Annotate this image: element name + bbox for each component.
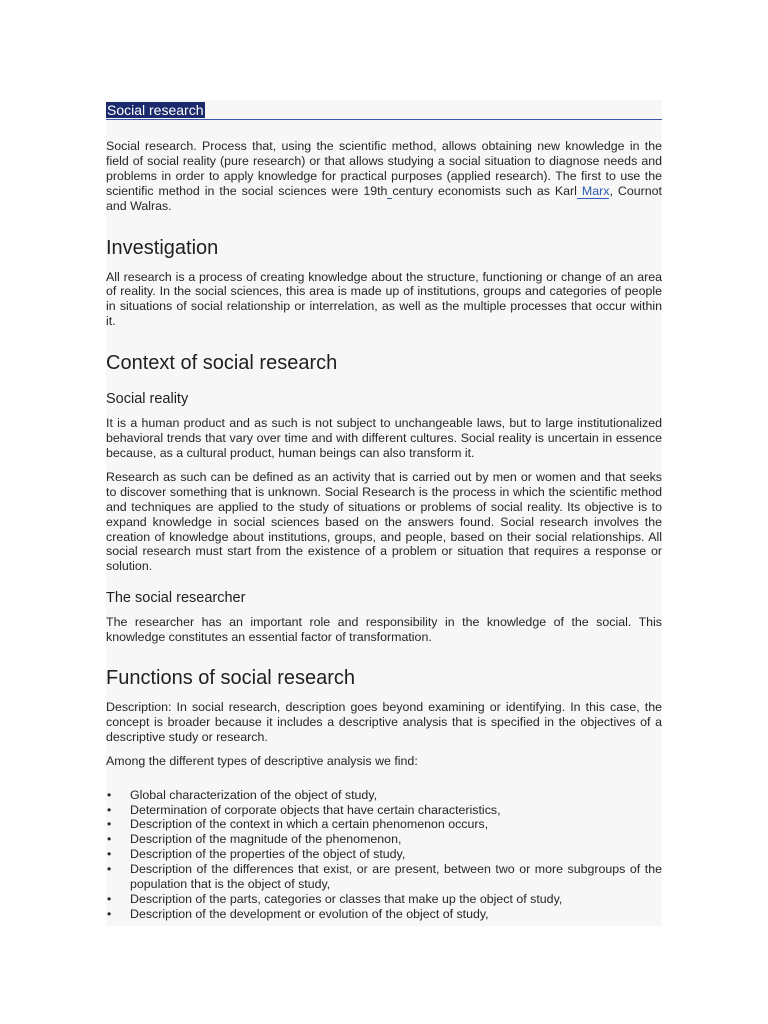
heading-functions: Functions of social research (106, 667, 356, 690)
intro-mid-text: century economists such as Karl (392, 183, 577, 198)
document-title[interactable]: Social research (107, 102, 204, 118)
list-item: • Description of the magnitude of the phenomenon, (106, 832, 662, 847)
document-title-bar (106, 100, 662, 120)
heading-context: Context of social research (106, 352, 338, 375)
list-item: • Description of the differences that exist, or are present, between two or more subgroups of the population that is the object of study, (106, 862, 662, 892)
social-reality-paragraph-2: Research as such can be defined as an activity that is carried out by men or women and that seeks to discover something that is unknown. Social Research is the process in which the scientific method and techniques are applied to the study of situations or problems of social reality. Its objective is to expand knowledge in social sciences based on the answers found. Social research involves the creation of knowledge about institutions, groups, and people, based on their social relationships. All social research must start from the existence of a problem or situation that requires a response or solution. (106, 469, 662, 574)
descriptive-analysis-list (106, 788, 662, 922)
list-item: • Description of the development or evolution of the object of study, (106, 907, 662, 922)
functions-paragraph-2: Among the different types of descriptive analysis we find: (106, 753, 418, 768)
investigation-paragraph: All research is a process of creating knowledge about the structure, functioning or change of an area of reality. In the social sciences, this area is made up of institutions, groups and categories of people in situations of social relationship or interrelation, as well as the multiple processes that occur within it. (106, 269, 662, 329)
list-item: • Determination of corporate objects that have certain characteristics, (106, 803, 662, 818)
social-reality-paragraph-1: It is a human product and as such is not subject to unchangeable laws, but to large institutionalized behavioral trends that vary over time and with different cultures. Social reality is uncertain in essence because, as a cultural product, human beings can also transform it. (106, 416, 662, 460)
social-researcher-paragraph: The researcher has an important role and responsibility in the knowledge of the social. This knowledge constitutes an essential factor of transformation. (106, 615, 662, 645)
intro-text: Social research. Process that, using the scientific method, allows obtaining new knowledge in the field of social reality (pure research) or that allows studying a social situation to diagnose needs and problems in order to apply knowledge for practical purposes (applied research). The first to use the scientific method in the social sciences were 19th (106, 139, 662, 198)
heading-social-researcher: The social researcher (106, 590, 246, 607)
intro-post-text: , Cournot and Walras. (106, 183, 662, 213)
document-page (106, 100, 662, 926)
heading-investigation: Investigation (106, 236, 219, 259)
list-item: • Description of the context in which a certain phenomenon occurs, (106, 817, 662, 832)
list-item: • Description of the parts, categories or classes that make up the object of study, (106, 892, 662, 907)
marx-link[interactable]: Marx (581, 183, 610, 198)
list-item: • Global characterization of the object of study, (106, 788, 662, 803)
intro-paragraph (106, 139, 662, 214)
functions-paragraph-1: Description: In social research, description goes beyond examining or identifying. In this case, the concept is broader because it includes a descriptive analysis that is specified in the objectives of a descriptive study or research. (106, 700, 662, 744)
list-item: • Description of the properties of the object of study, (106, 847, 662, 862)
heading-social-reality: Social reality (106, 391, 189, 408)
